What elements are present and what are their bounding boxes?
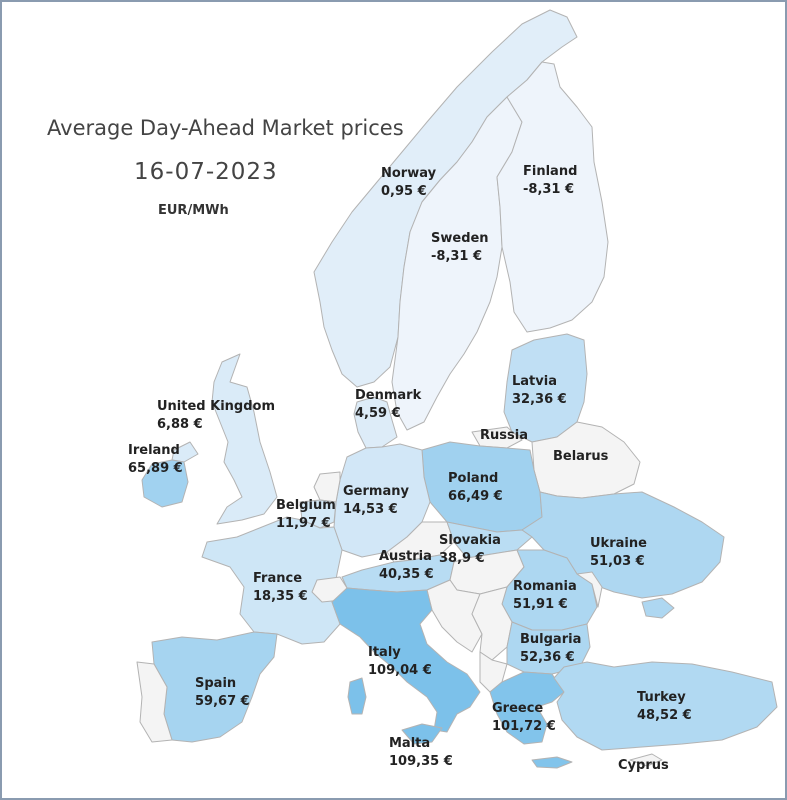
label-malta bbox=[389, 735, 453, 771]
label-italy bbox=[368, 644, 432, 680]
label-slovakia-price: 38,9 € bbox=[439, 551, 485, 566]
label-cyprus bbox=[618, 757, 669, 775]
label-bulgaria-name: Bulgaria bbox=[520, 632, 582, 647]
label-united-kingdom-price: 6,88 € bbox=[157, 417, 203, 432]
label-romania bbox=[513, 578, 577, 614]
label-spain-name: Spain bbox=[195, 676, 237, 691]
label-france-price: 18,35 € bbox=[253, 589, 308, 604]
label-greece-name: Greece bbox=[492, 701, 544, 716]
label-poland bbox=[448, 470, 503, 506]
label-turkey-price: 48,52 € bbox=[637, 708, 692, 723]
label-malta-price: 109,35 € bbox=[389, 754, 453, 769]
label-ukraine-price: 51,03 € bbox=[590, 554, 645, 569]
label-romania-name: Romania bbox=[513, 579, 577, 594]
label-slovakia bbox=[439, 532, 501, 568]
label-russia bbox=[480, 427, 528, 445]
label-belarus-name: Belarus bbox=[553, 449, 609, 464]
label-denmark-name: Denmark bbox=[355, 388, 422, 403]
map-unit: EUR/MWh bbox=[158, 203, 229, 218]
label-bulgaria-price: 52,36 € bbox=[520, 650, 575, 665]
label-turkey bbox=[637, 689, 692, 725]
map-title: Average Day-Ahead Market prices bbox=[47, 116, 404, 140]
label-austria-price: 40,35 € bbox=[379, 567, 434, 582]
label-belgium-name: Belgium bbox=[276, 498, 336, 513]
label-latvia-price: 32,36 € bbox=[512, 392, 567, 407]
label-sweden bbox=[431, 230, 489, 266]
label-denmark-price: 4,59 € bbox=[355, 406, 401, 421]
label-bulgaria bbox=[520, 631, 581, 667]
country-italy-sardinia[interactable] bbox=[348, 678, 366, 714]
label-norway bbox=[381, 165, 436, 201]
map-date: 16-07-2023 bbox=[134, 159, 278, 185]
label-norway-price: 0,95 € bbox=[381, 184, 427, 199]
label-austria-name: Austria bbox=[379, 549, 432, 564]
label-belgium bbox=[276, 497, 336, 533]
label-ireland bbox=[128, 442, 183, 478]
label-united-kingdom bbox=[157, 398, 275, 434]
label-malta-name: Malta bbox=[389, 736, 431, 751]
label-germany-price: 14,53 € bbox=[343, 502, 398, 517]
label-ukraine-name: Ukraine bbox=[590, 536, 647, 551]
label-poland-name: Poland bbox=[448, 471, 499, 486]
label-finland bbox=[523, 163, 577, 199]
label-spain-price: 59,67 € bbox=[195, 694, 250, 709]
label-cyprus-name: Cyprus bbox=[618, 758, 669, 773]
label-latvia bbox=[512, 373, 567, 409]
label-greece-price: 101,72 € bbox=[492, 719, 556, 734]
label-italy-price: 109,04 € bbox=[368, 663, 432, 678]
label-united-kingdom-name: United Kingdom bbox=[157, 399, 276, 414]
label-finland-name: Finland bbox=[523, 164, 578, 179]
label-denmark bbox=[355, 387, 421, 423]
label-ireland-name: Ireland bbox=[128, 443, 180, 458]
country-greece-crete[interactable] bbox=[532, 757, 572, 768]
label-belarus bbox=[553, 448, 608, 466]
label-greece bbox=[492, 700, 556, 736]
label-turkey-name: Turkey bbox=[637, 690, 686, 705]
label-belgium-price: 11,97 € bbox=[276, 516, 331, 531]
label-germany bbox=[343, 483, 409, 519]
label-spain bbox=[195, 675, 250, 711]
label-ukraine bbox=[590, 535, 647, 571]
label-ireland-price: 65,89 € bbox=[128, 461, 183, 476]
label-latvia-name: Latvia bbox=[512, 374, 557, 389]
label-romania-price: 51,91 € bbox=[513, 597, 568, 612]
label-sweden-price: -8,31 € bbox=[431, 249, 483, 264]
label-sweden-name: Sweden bbox=[431, 231, 489, 246]
label-germany-name: Germany bbox=[343, 484, 409, 499]
label-france bbox=[253, 570, 308, 606]
label-slovakia-name: Slovakia bbox=[439, 533, 501, 548]
label-austria bbox=[379, 548, 434, 584]
label-norway-name: Norway bbox=[381, 166, 437, 181]
label-finland-price: -8,31 € bbox=[523, 182, 575, 197]
label-france-name: France bbox=[253, 571, 303, 586]
label-poland-price: 66,49 € bbox=[448, 489, 503, 504]
country-ukraine-crimea[interactable] bbox=[642, 598, 674, 618]
label-russia-name: Russia bbox=[480, 428, 528, 443]
label-italy-name: Italy bbox=[368, 645, 401, 660]
country-united-kingdom[interactable] bbox=[212, 354, 277, 524]
